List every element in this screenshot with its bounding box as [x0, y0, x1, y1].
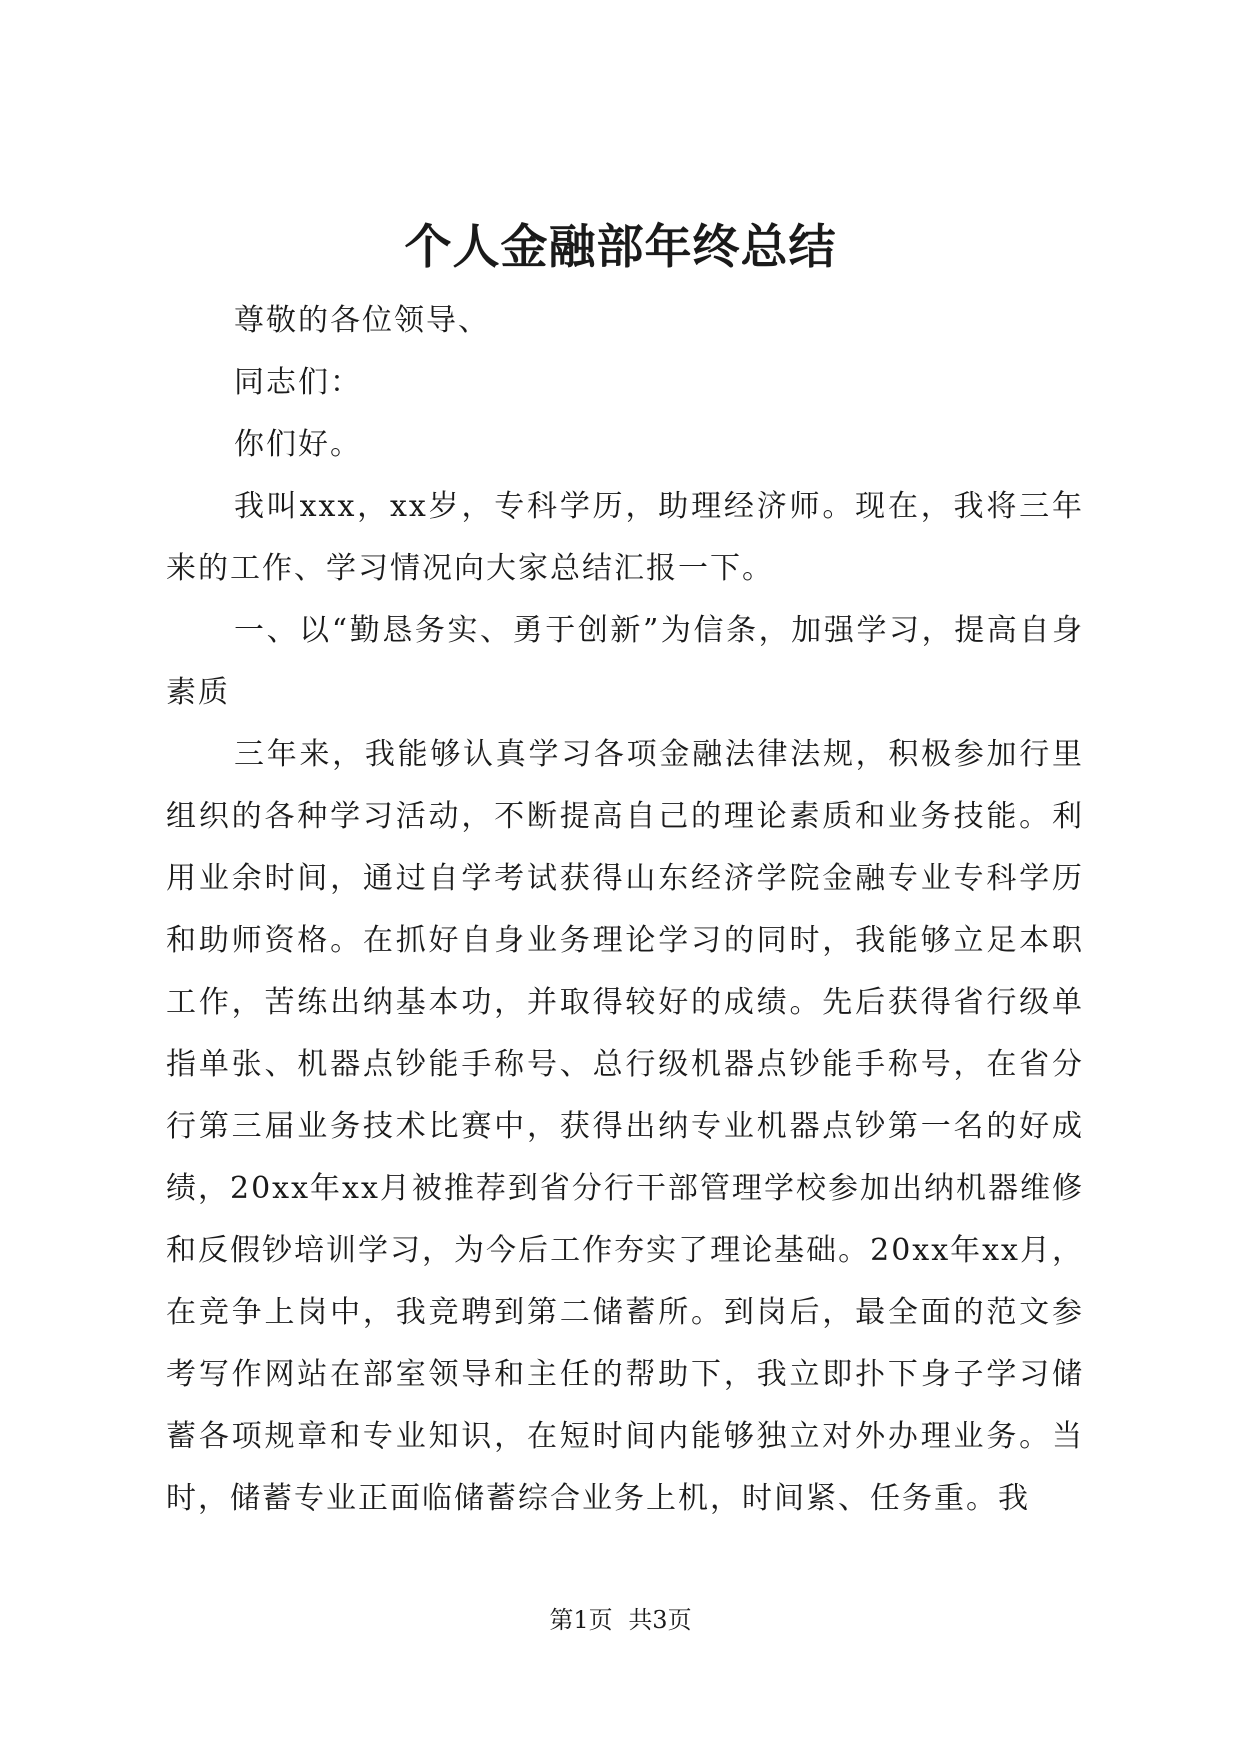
- document-body: [166, 290, 1084, 1530]
- document-title: 个人金融部年终总结: [404, 220, 837, 275]
- salutation-line-1: 尊敬的各位领导、: [234, 303, 490, 338]
- page-number: 第1页: [549, 1606, 613, 1634]
- greeting: 你们好。: [234, 427, 362, 462]
- section-heading-1: 一、以“勤恳务实、勇于创新”为信条，加强学习，提高自身素质: [166, 613, 1084, 710]
- page-total: 共3页: [628, 1606, 692, 1634]
- intro-paragraph: 我叫xxx，xx岁，专科学历，助理经济师。现在，我将三年来的工作、学习情况向大家总结汇报一下。: [166, 489, 1084, 586]
- salutation-line-2: 同志们：: [234, 365, 362, 400]
- page-footer: [0, 1604, 1241, 1636]
- section-1-paragraph: 三年来，我能够认真学习各项金融法律法规，积极参加行里组织的各种学习活动，不断提高自己的理论素质和业务技能。利用业余时间，通过自学考试获得山东经济学院金融专业专科学历和助师资格。在抓好自身业务理论学习的同时，我能够立足本职工作，苦练出纳基本功，并取得较好的成绩。先后获得省行级单指单张、机器点钞能手称号、总行级机器点钞能手称号，在省分行第三届业务技术比赛中，获得出纳专业机器点钞第一名的好成绩，20xx年xx月被推荐到省分行干部管理学校参加出纳机器维修和反假钞培训学习，为今后工作夯实了理论基础。20xx年xx月，在竞争上岗中，我竞聘到第二储蓄所。到岗后，最全面的范文参考写作网站在部室领导和主任的帮助下，我立即扑下身子学习储蓄各项规章和专业知识，在短时间内能够独立对外办理业务。当时，储蓄专业正面临储蓄综合业务上机，时间紧、任务重。我: [166, 737, 1084, 1516]
